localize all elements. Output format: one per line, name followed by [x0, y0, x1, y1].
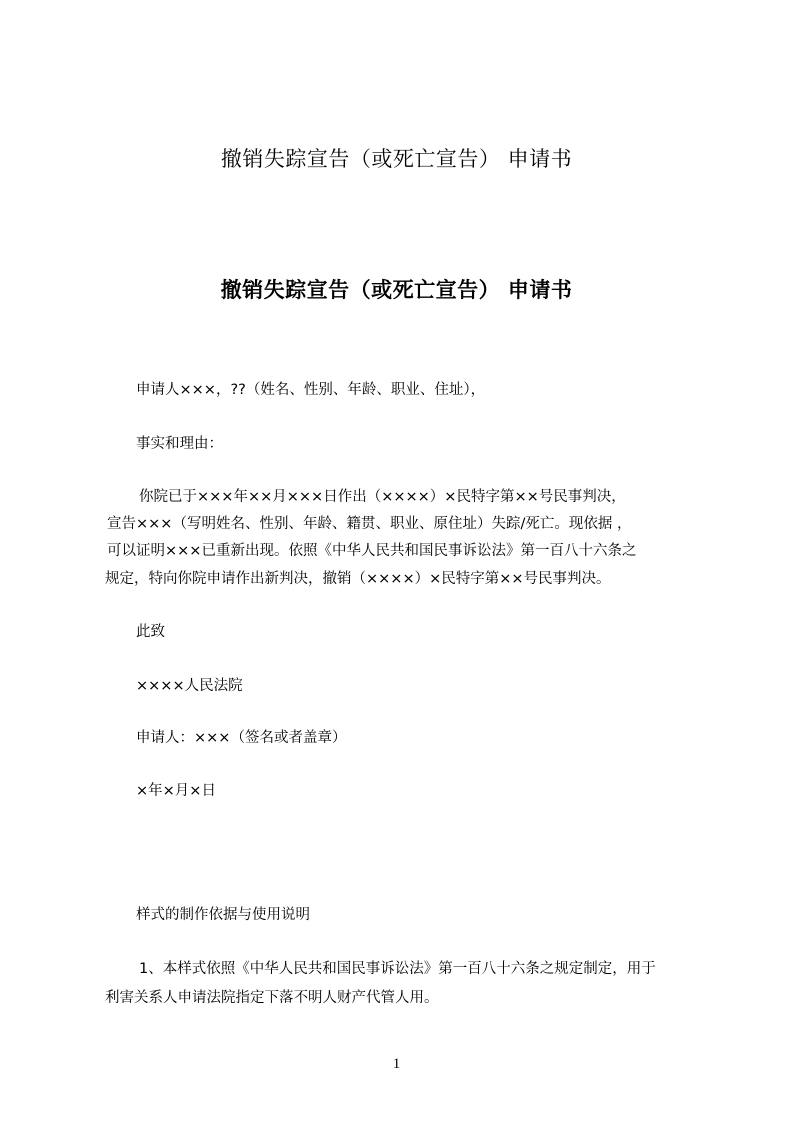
body-line: 规定，特向你院申请作出新判决，撤销（××××）×民特字第××号民事判决。	[105, 571, 611, 587]
court-name: ××××人民法院	[136, 678, 243, 694]
page-header-title: 撤销失踪宣告（或死亡宣告） 申请书	[220, 147, 573, 171]
body-line: 宣告×××（写明姓名、性别、年龄、籍贯、职业、原住址）失踪/死亡。现依据 ，	[107, 516, 632, 532]
body-line: 可以证明×××已重新出现。依照《中华人民共和国民事诉讼法》第一百八十六条之	[107, 543, 637, 559]
page-number: 1	[392, 1056, 401, 1072]
notes-heading: 样式的制作依据与使用说明	[136, 907, 310, 923]
body-line: 你院已于×××年××月×××日作出（××××）×民特字第××号民事判决，	[139, 489, 626, 505]
notes-item: 利害关系人申请法院指定下落不明人财产代管人用。	[105, 990, 439, 1006]
date-line: ×年×月×日	[136, 783, 216, 799]
notes-item: 1、本样式依照《中华人民共和国民事诉讼法》第一百八十六条之规定制定，用于	[139, 961, 656, 977]
signature-line: 申请人：×××（签名或者盖章）	[136, 730, 347, 746]
document-title: 撤销失踪宣告（或死亡宣告） 申请书	[220, 278, 573, 302]
applicant-line: 申请人×××，??（姓名、性别、年龄、职业、住址），	[136, 382, 486, 398]
facts-heading: 事实和理由：	[136, 436, 223, 452]
salutation: 此致	[136, 624, 165, 640]
